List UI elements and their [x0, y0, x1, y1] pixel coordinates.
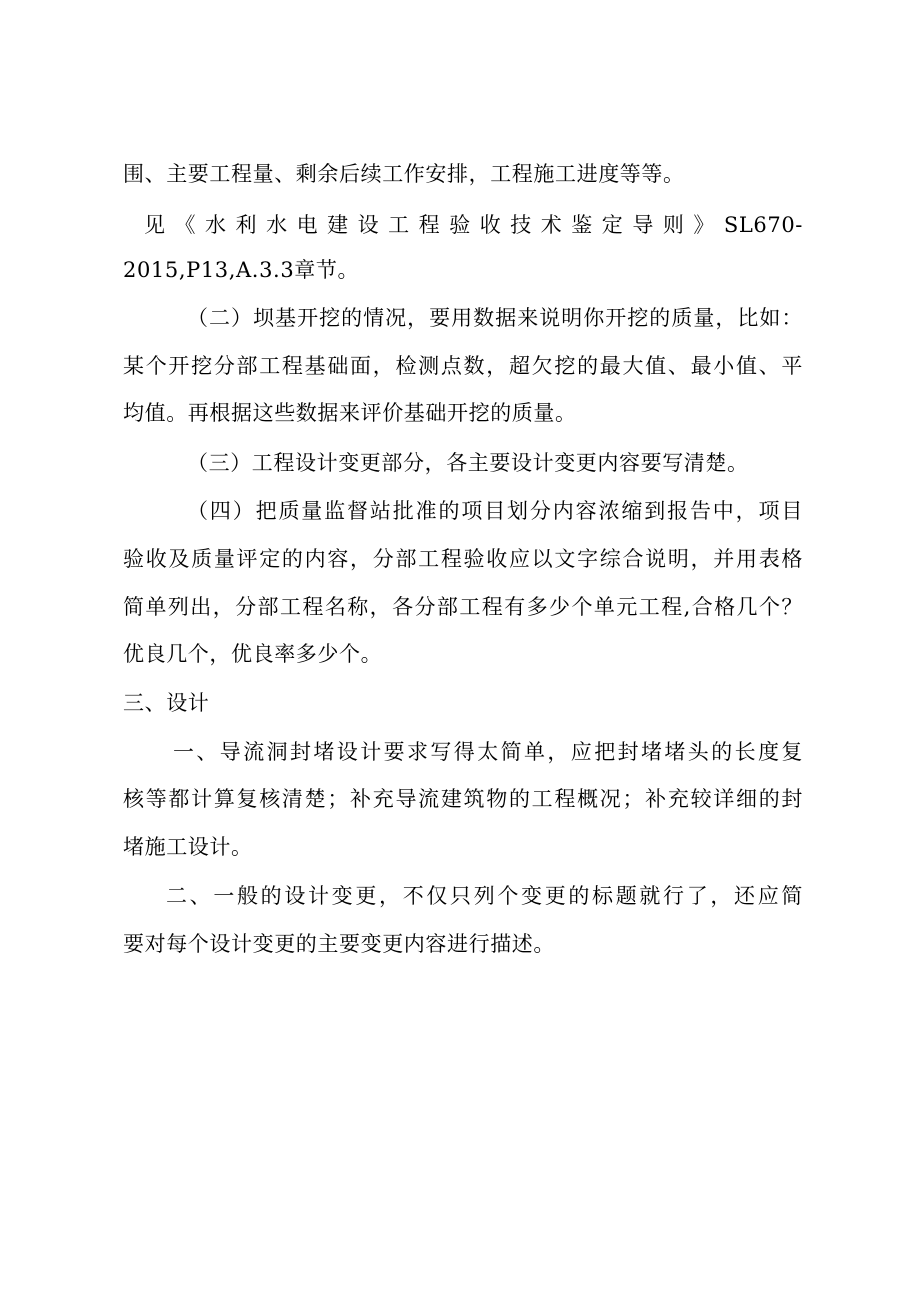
- text-line-3: 2015,P13,A.3.3章节。: [123, 258, 360, 282]
- text-line-16: 二、一般的设计变更，不仅只列个变更的标题就行了，还应简: [166, 884, 803, 908]
- text-line-10: 简单列出，分部工程名称，各分部工程有多少个单元工程,合格几个？: [123, 595, 803, 619]
- text-line-8: （四）把质量监督站批准的项目划分内容浓缩到报告中，项目: [187, 499, 803, 523]
- text-line-15: 堵施工设计。: [123, 835, 253, 859]
- section-heading-design: 三、设计: [123, 691, 210, 715]
- text-line-13: 一、导流洞封堵设计要求写得太简单，应把封堵堵头的长度复: [173, 740, 803, 764]
- text-line-2: 见《水利水电建设工程验收技术鉴定导则》SL670-: [144, 213, 803, 237]
- text-line-5: 某个开挖分部工程基础面，检测点数，超欠挖的最大值、最小值、平: [123, 354, 803, 378]
- text-line-7: （三）工程设计变更部分，各主要设计变更内容要写清楚。: [187, 451, 749, 475]
- text-line-1: 围、主要工程量、剩余后续工作安排，工程施工进度等等。: [123, 162, 685, 186]
- text-line-17: 要对每个设计变更的主要变更内容进行描述。: [123, 932, 555, 956]
- text-line-14: 核等都计算复核清楚；补充导流建筑物的工程概况；补充较详细的封: [123, 787, 803, 811]
- text-line-9: 验收及质量评定的内容，分部工程验收应以文字综合说明，并用表格: [123, 547, 803, 571]
- text-line-6: 均值。再根据这些数据来评价基础开挖的质量。: [123, 401, 577, 425]
- text-line-4: （二）坝基开挖的情况，要用数据来说明你开挖的质量，比如：: [187, 306, 803, 330]
- text-line-11: 优良几个，优良率多少个。: [123, 642, 383, 666]
